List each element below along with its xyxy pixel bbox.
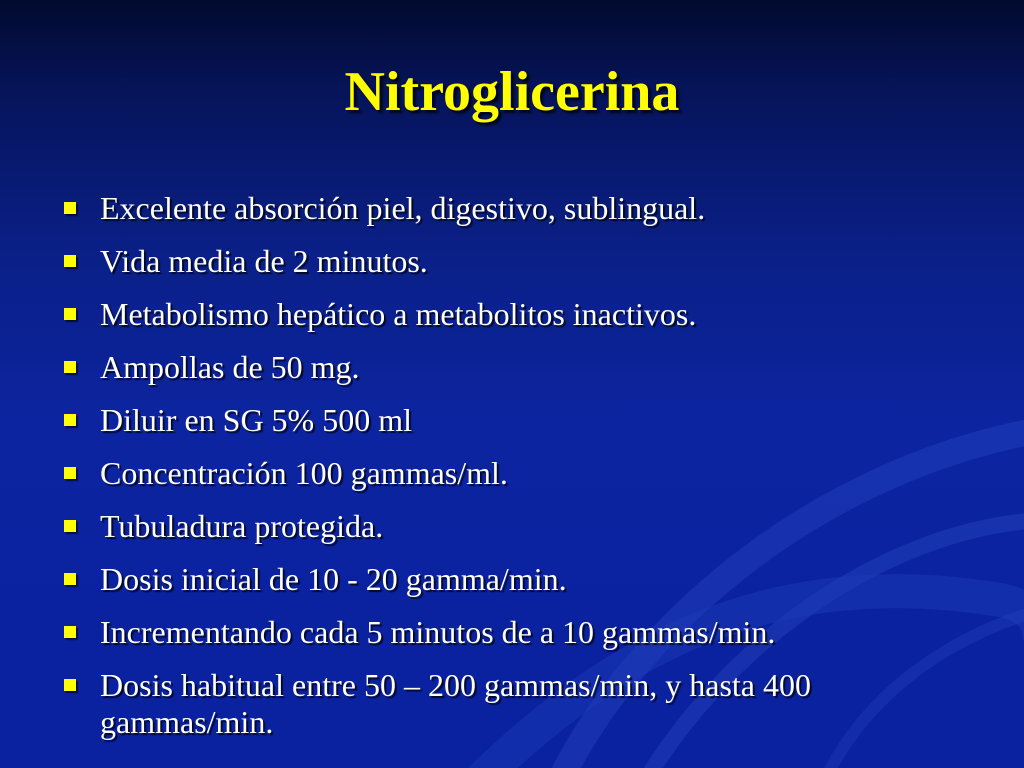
bullet-item — [60, 243, 960, 280]
square-bullet-icon — [64, 467, 76, 479]
bullet-item — [60, 561, 960, 598]
bullet-text: Tubuladura protegida. — [100, 508, 384, 544]
square-bullet-icon — [64, 202, 76, 214]
bullet-item — [60, 508, 960, 545]
square-bullet-icon — [64, 308, 76, 320]
square-bullet-icon — [64, 255, 76, 267]
bullet-text: Dosis habitual entre 50 – 200 gammas/min, y hasta 400 gammas/min. — [100, 667, 811, 740]
bullet-text: Diluir en SG 5% 500 ml — [100, 402, 412, 438]
bullet-item — [60, 455, 960, 492]
square-bullet-icon — [64, 573, 76, 585]
bullet-text: Ampollas de 50 mg. — [100, 349, 360, 385]
bullet-text: Incrementando cada 5 minutos de a 10 gammas/min. — [100, 614, 776, 650]
square-bullet-icon — [64, 361, 76, 373]
bullet-list — [60, 190, 960, 757]
bullet-text: Concentración 100 gammas/ml. — [100, 455, 508, 491]
bullet-text: Vida media de 2 minutos. — [100, 243, 428, 279]
slide-title: Nitroglicerina — [344, 61, 680, 123]
square-bullet-icon — [64, 414, 76, 426]
bullet-item — [60, 190, 960, 227]
bullet-item — [60, 667, 960, 741]
square-bullet-icon — [64, 679, 76, 691]
bullet-item — [60, 402, 960, 439]
bullet-text: Metabolismo hepático a metabolitos inactivos. — [100, 296, 697, 332]
bullet-item — [60, 614, 960, 651]
bullet-text: Dosis inicial de 10 - 20 gamma/min. — [100, 561, 567, 597]
square-bullet-icon — [64, 520, 76, 532]
bullet-item — [60, 349, 960, 386]
bullet-text: Excelente absorción piel, digestivo, sublingual. — [100, 190, 706, 226]
bullet-item — [60, 296, 960, 333]
square-bullet-icon — [64, 626, 76, 638]
